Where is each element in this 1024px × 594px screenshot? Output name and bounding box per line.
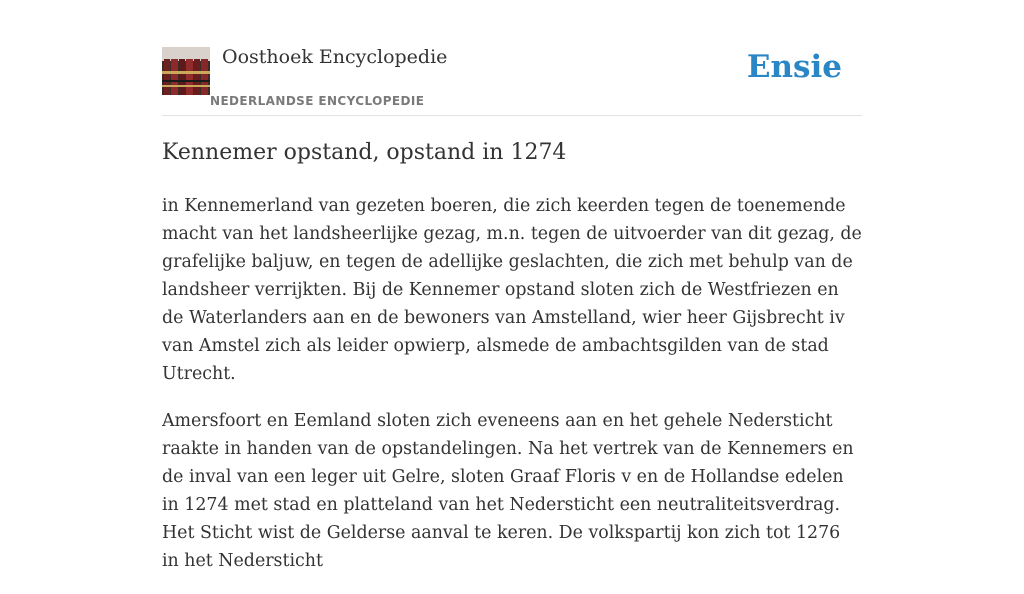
site-title[interactable]: Oosthoek Encyclopedie xyxy=(222,46,448,68)
article-paragraph: in Kennemerland van gezeten boeren, die zich keerden tegen de toenemende macht van het landsheerlijke gezag, m.n. tegen de uitvoerder van dit gezag, de grafelijke baljuw, en tegen de adellijke geslachten, die zich met behulp van de landsheer verrijkten. Bij de Kennemer opstand sloten zich de Westfriezen en de Waterlanders aan en de bewoners van Amstelland, wier heer Gijsbrecht iv van Amstel zich als leider opwierp, alsmede de ambachtsgilden van de stad Utrecht. xyxy=(162,196,862,384)
article-title: Kennemer opstand, opstand in 1274 xyxy=(162,140,567,165)
encyclopedia-books-icon[interactable] xyxy=(162,47,210,95)
article-paragraph: Amersfoort en Eemland sloten zich eveneens aan en het gehele Nedersticht raakte in handen van de opstandelingen. Na het vertrek van de Kennemers en de inval van een leger uit Gelre, sloten Graaf Floris v en de Hollandse edelen in 1274 met stad en platteland van het Nedersticht een neutraliteitsverdrag. Het Sticht wist de Gelderse aanval te keren. De volkspartij kon zich tot 1276 in het Nedersticht xyxy=(162,411,854,571)
article-body xyxy=(162,192,862,594)
brand-logo-link[interactable]: Ensie xyxy=(746,49,842,85)
site-subtitle: NEDERLANDSE ENCYCLOPEDIE xyxy=(210,94,425,108)
site-header xyxy=(162,40,862,116)
